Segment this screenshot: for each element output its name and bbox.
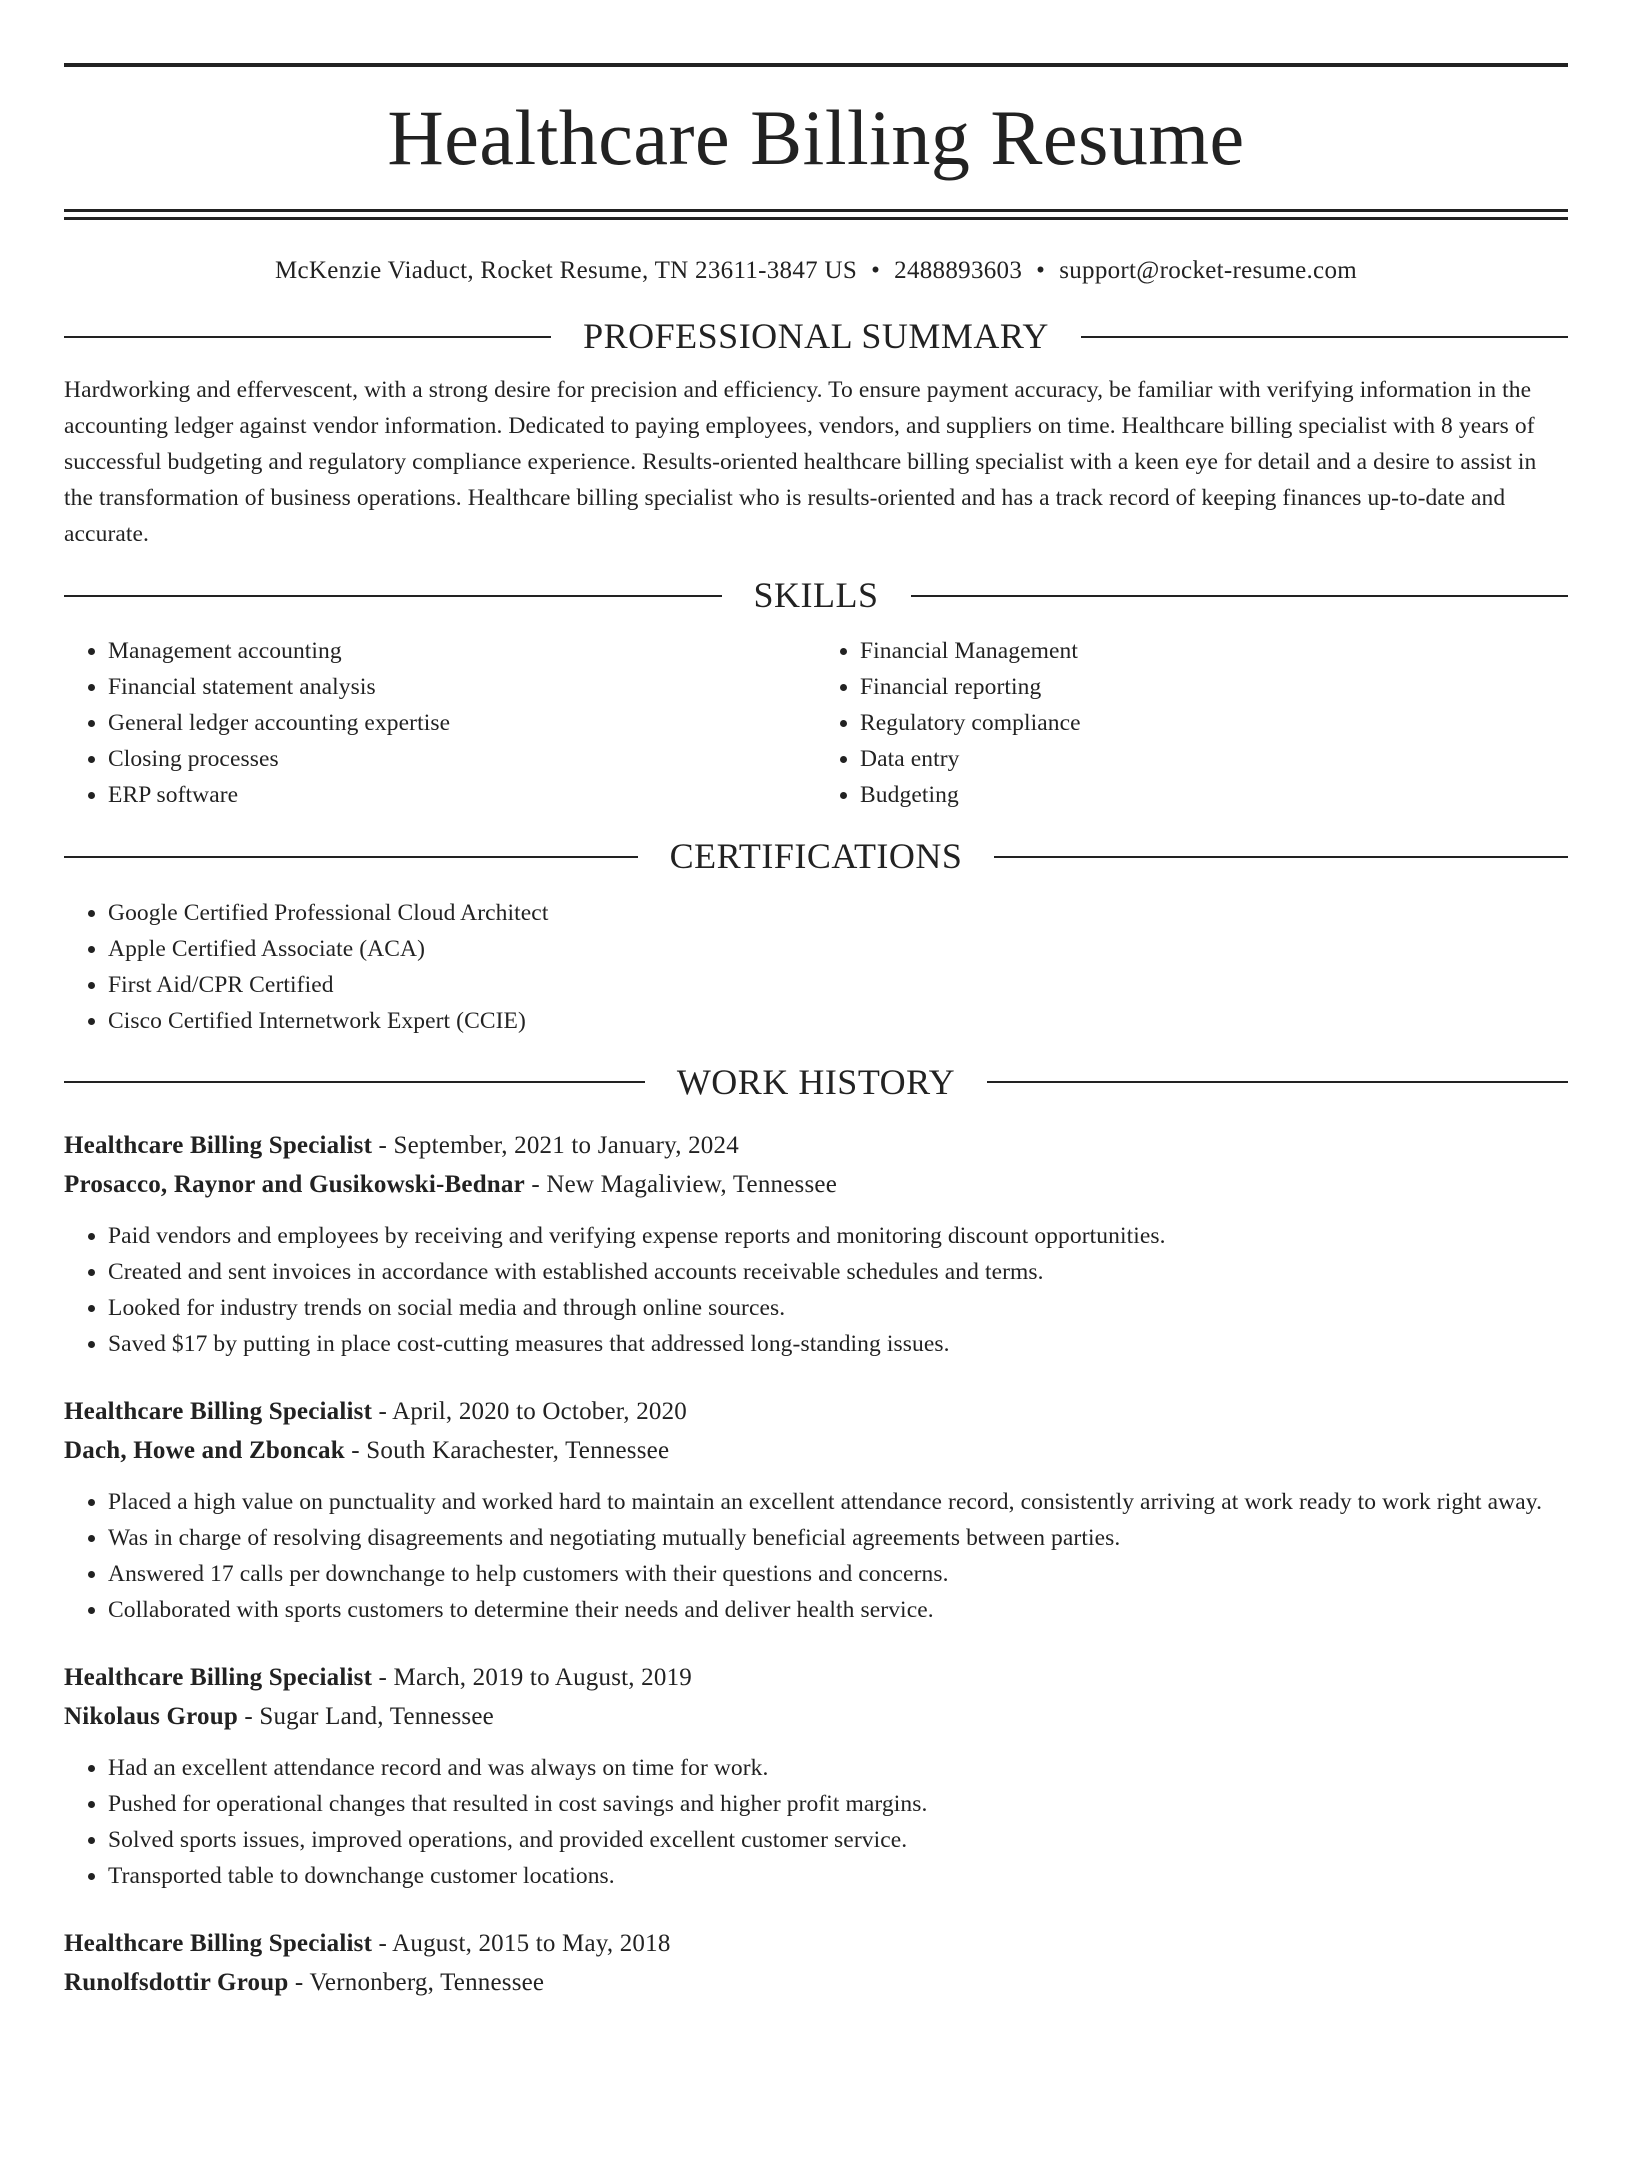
page-title: Healthcare Billing Resume (387, 94, 1245, 181)
work-history-list (64, 1126, 1568, 2002)
job-company-line (64, 1697, 1568, 1736)
skill-item: • Budgeting (860, 777, 1568, 813)
title-double-rule (64, 209, 1568, 220)
skill-item: • Closing processes (108, 741, 816, 777)
job-bullets (64, 1750, 1568, 1894)
job-entry (64, 1126, 1568, 1362)
contact-separator: • (871, 257, 881, 284)
summary-heading-label: PROFESSIONAL SUMMARY (583, 316, 1049, 356)
job-bullet: • Answered 17 calls per downchange to help customers with their questions and concerns. (108, 1556, 1568, 1592)
job-bullet: • Placed a high value on punctuality and worked hard to maintain an excellent attendance record, consistently arriving at work ready to work right away. (108, 1484, 1568, 1520)
job-bullet: • Created and sent invoices in accordance with established accounts receivable schedules and terms. (108, 1254, 1568, 1290)
job-company: Runolfsdottir Group (64, 1968, 289, 1996)
skill-item: • General ledger accounting expertise (108, 705, 816, 741)
skill-item: • Data entry (860, 741, 1568, 777)
job-title: Healthcare Billing Specialist (64, 1397, 373, 1425)
job-dates: - September, 2021 to January, 2024 (372, 1131, 739, 1159)
job-title-line (64, 1924, 1568, 1963)
job-entry (64, 1924, 1568, 2002)
job-title: Healthcare Billing Specialist (64, 1929, 373, 1957)
certification-item: • Cisco Certified Internetwork Expert (CCIE) (108, 1003, 1568, 1039)
summary-heading (64, 315, 1568, 358)
skills-columns (64, 633, 1568, 813)
job-company: Dach, Howe and Zboncak (64, 1436, 345, 1464)
contact-phone: 2488893603 (894, 257, 1023, 284)
contact-line (64, 257, 1568, 285)
job-title-line (64, 1392, 1568, 1431)
heading-rule-right (1081, 336, 1568, 338)
job-bullet: • Transported table to downchange customer locations. (108, 1858, 1568, 1894)
job-bullet: • Saved $17 by putting in place cost-cutting measures that addressed long-standing issues. (108, 1326, 1568, 1362)
skill-item: • Financial Management (860, 633, 1568, 669)
contact-email: support@rocket-resume.com (1059, 257, 1357, 284)
certification-item: • First Aid/CPR Certified (108, 967, 1568, 1003)
job-title-line (64, 1126, 1568, 1165)
job-dates: - March, 2019 to August, 2019 (372, 1663, 692, 1691)
skill-item: • ERP software (108, 777, 816, 813)
certification-item: • Apple Certified Associate (ACA) (108, 931, 1568, 967)
job-location: - Vernonberg, Tennessee (288, 1968, 545, 1996)
job-bullet: • Paid vendors and employees by receiving and verifying expense reports and monitoring discount opportunities. (108, 1218, 1568, 1254)
job-bullet: • Solved sports issues, improved operations, and provided excellent customer service. (108, 1822, 1568, 1858)
certifications-block (64, 895, 1568, 1039)
work-heading-label: WORK HISTORY (676, 1061, 956, 1102)
job-location: - New Magaliview, Tennessee (524, 1170, 838, 1198)
job-bullet: • Collaborated with sports customers to determine their needs and deliver health service. (108, 1592, 1568, 1628)
job-bullet: • Pushed for operational changes that resulted in cost savings and higher profit margins. (108, 1786, 1568, 1822)
job-company: Nikolaus Group (64, 1702, 238, 1730)
job-title: Healthcare Billing Specialist (64, 1663, 373, 1691)
job-bullet: • Looked for industry trends on social media and through online sources. (108, 1290, 1568, 1326)
top-rule (64, 63, 1568, 67)
job-bullet: • Had an excellent attendance record and was always on time for work. (108, 1750, 1568, 1786)
heading-rule-left (64, 595, 722, 597)
skills-list-right (816, 633, 1568, 813)
heading-rule-right (994, 856, 1568, 858)
job-company-line (64, 1963, 1568, 2002)
heading-rule-left (64, 1081, 645, 1083)
skill-item: • Financial statement analysis (108, 669, 816, 705)
skills-heading (64, 574, 1568, 617)
skill-item: • Financial reporting (860, 669, 1568, 705)
skills-heading-label: SKILLS (753, 575, 879, 616)
contact-address: McKenzie Viaduct, Rocket Resume, TN 23611-3847 US (274, 257, 858, 284)
job-location: - Sugar Land, Tennessee (237, 1702, 494, 1730)
job-entry (64, 1392, 1568, 1628)
heading-rule-left (64, 336, 551, 338)
job-bullet: • Was in charge of resolving disagreements and negotiating mutually beneficial agreements between parties. (108, 1520, 1568, 1556)
heading-rule-right (987, 1081, 1568, 1083)
job-title: Healthcare Billing Specialist (64, 1131, 373, 1159)
work-heading (64, 1061, 1568, 1104)
skill-item: • Regulatory compliance (860, 705, 1568, 741)
job-entry (64, 1658, 1568, 1894)
skills-list-left (64, 633, 816, 813)
job-company: Prosacco, Raynor and Gusikowski-Bednar (64, 1170, 525, 1198)
resume-page (0, 63, 1632, 2175)
job-company-line (64, 1431, 1568, 1470)
heading-rule-left (64, 856, 638, 858)
certifications-heading-label: CERTIFICATIONS (669, 836, 963, 877)
summary-paragraph: Hardworking and effervescent, with a strong desire for precision and efficiency. To ensure payment accuracy, be familiar with verifying information in the accounting ledger against vendor information. Dedicated to paying employees, vendors, and suppliers on time. Healthcare billing specialist with 8 years of successful budgeting and regulatory compliance experience. Results-oriented healthcare billing specialist with a keen eye for detail and a desire to assist in the transformation of business operations. Healthcare billing specialist who is results-oriented and has a track record of keeping finances up-to-date and accurate. (64, 377, 1537, 548)
heading-rule-right (911, 595, 1569, 597)
skill-item: • Management accounting (108, 633, 816, 669)
job-title-line (64, 1658, 1568, 1697)
job-dates: - April, 2020 to October, 2020 (372, 1397, 687, 1425)
contact-separator: • (1036, 257, 1046, 284)
certification-item: • Google Certified Professional Cloud Architect (108, 895, 1568, 931)
job-company-line (64, 1165, 1568, 1204)
job-bullets (64, 1484, 1568, 1628)
job-dates: - August, 2015 to May, 2018 (372, 1929, 671, 1957)
certifications-list (64, 895, 1568, 1039)
certifications-heading (64, 835, 1568, 878)
job-bullets (64, 1218, 1568, 1362)
job-location: - South Karachester, Tennessee (344, 1436, 670, 1464)
